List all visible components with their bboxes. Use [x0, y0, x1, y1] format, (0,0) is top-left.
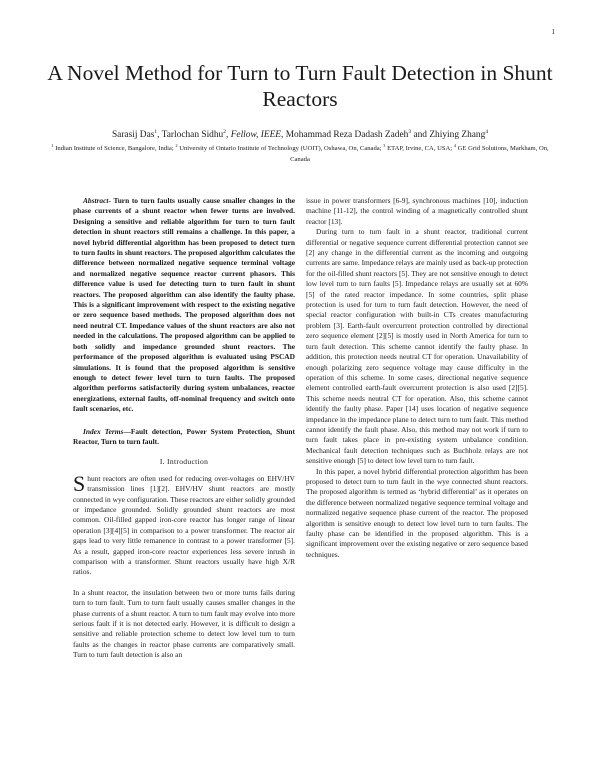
index-terms-label: Index Terms: [83, 426, 124, 436]
author-superscript: 4: [485, 129, 489, 135]
author-fellowship: Fellow, IEEE: [230, 130, 282, 141]
index-terms: [73, 427, 295, 448]
abstract-text: Turn to turn faults usually cause smaller changes in the phase currents of a shunt reactor when fewer turns are involved. Designing a sensitive and reliable algorithm for turn to turn fault detection in shunt reactors still remains a challenge. In this paper, a novel hybrid differential algorithm has been proposed to detect turn to turn faults in shunt reactors. The proposed algorithm calculates the difference between normalized negative sequence terminal voltage and normalized negative sequence reactor current phasors. This difference value is used for detecting turn to turn fault in shunt reactors. The proposed algorithm can also identify the faulty phase. This is a significant improvement with respect to the existing negative or zero sequence based methods. The proposed algorithm does not need neutral CT. Impedance values of the shunt reactors are also not needed in the calculations. The proposed algorithm can be applied to both solidly and impedance grounded shunt reactors. The performance of the proposed algorithm is evaluated using PSCAD simulations. It is found that the proposed algorithm is sensitive enough to detect fewer level turn to turn faults. The proposed algorithm performs satisfactorily during system unbalances, reactor energizations, external faults, off-nominal frequency and switch onto fault scenarios, etc.: [73, 196, 295, 414]
separator: ,: [226, 130, 231, 141]
author-superscript: 3: [408, 129, 412, 135]
index-terms-text: —Fault detection, Power System Protection, Shunt Reactor, Turn to turn fault.: [73, 426, 296, 446]
affiliation-text: Indian Institute of Science, Bangalore, India;: [53, 145, 176, 153]
separator: and: [411, 130, 430, 141]
left-column: [73, 196, 295, 661]
affiliation-text: University of Ontario Institute of Technology (UOIT), Oshawa, On, Canada;: [177, 145, 384, 153]
affiliation-superscript: 2: [175, 143, 178, 148]
affiliation-superscript: 3: [383, 143, 386, 148]
author-name: Sarasij Das: [111, 130, 155, 141]
intro-paragraph-1: [73, 470, 295, 578]
intro-paragraph-2: In a shunt reactor, the insulation between two or more turns fails during turn to turn fault. Turn to turn fault usually causes smaller changes in the phase currents of a shunt reactor. A turn to turn fault may evolve into more serious fault if it is not detected early. However, it is difficult to design a sensitive and reliable protection scheme to detect low level turn to turn faults as the changes in reactor phase currents are comparatively small. Turn to turn fault detection is also an: [73, 587, 295, 660]
body-paragraph-2: During turn to turn fault in a shunt reactor, traditional current differential or negative sequence current differential protection cannot see [2] any change in the differential current as the incoming and outgoing currents are same. Impedance relays are mainly used as back-up protection for the oil-filled shunt reactors [5]. They are not sensitive enough to detect low level turn to turn faults [5]. Impedance relays are usually set at 60% [5] of the rated reactor impedance. In some countries, split phase protection is used for turn to turn fault detection. However, the need of special reactor configuration with built-in CTs creates manufacturing problem [3]. Earth-fault overcurrent protection controlled by directional zero sequence element [2][5] is mostly used in North America for turn to turn fault detection. This scheme cannot identify the faulty phase. In addition, this protection needs neutral CT for operation. Unavailability of enough polarizing zero sequence voltage may cause difficulty in the operation of this scheme. In some cases, directional negative sequence element controlled earth-fault overcurrent protection is also used [2][5]. This scheme needs neutral CT for operation. Also, this scheme cannot identify the faulty phase. Paper [14] uses location of negative sequence impedance in the impedance plane to detect turn to turn fault. This method cannot identify the fault phase. Also, this method may not work if turn to turn fault takes place in pre-existing system unbalance condition. Mechanical fault detection techniques such as Buchholz relays are not sensitive enough [5] to detect low level turn to turn fault.: [306, 227, 528, 466]
author-superscript: 2: [223, 129, 226, 135]
separator: ,: [157, 130, 162, 141]
author-superscript: 1: [154, 129, 158, 135]
affiliation-superscript: 4: [453, 143, 457, 148]
affiliation-text: ETAP, Irvine, CA, USA;: [385, 145, 454, 153]
separator: ,: [281, 130, 286, 141]
section-heading-introduction: I. Introduction: [159, 457, 209, 467]
page-number: 1: [551, 28, 555, 36]
body-paragraph-1: issue in power transformers [6-9], synchronous machines [10], induction machine [11-12], the control winding of a magnetically controlled shunt reactor [13].: [306, 196, 528, 226]
intro-paragraph-1-text: hunt reactors are often used for reducing over-voltages on EHV/HV transmission lines [1][2]. EHV/HV shunt reactors are mostly connected in wye configuration. These reactors are either solidly grounded or impedance grounded. Solidly grounded shunt reactors are most common. Oil-filled gapped iron-core reactor has longer range of linear operation [3][4][5] in comparison to a power transformer. The reactor air gaps lead to very little remanence in contrast to a power transformer [5]. As a result, gapped iron-core reactor experiences less severe inrush in comparison with a transformer. Shunt reactors usually have high X/R ratios.: [73, 473, 295, 577]
body-paragraph-3: In this paper, a novel hybrid differential protection algorithm has been proposed to detect turn to turn fault in the wye connected shunt reactors. The proposed algorithm is termed as ‘hybrid differential’ as it operates on the difference between normalized negative sequence terminal voltage and normalized negative sequence phase current of the reactor. The proposed algorithm is sensitive enough to detect low level turn to turn faults. The faulty phase can be identified in the proposed algorithm. This is a significant improvement over the existing negative or zero sequence based techniques.: [306, 466, 528, 559]
author-name: Tarlochan Sidhu: [161, 130, 224, 141]
paper-title: A Novel Method for Turn to Turn Fault Detection in Shunt Reactors: [47, 61, 553, 111]
author-list: [40, 126, 560, 141]
drop-cap: S: [73, 470, 86, 496]
author-name: Mohammad Reza Dadash Zadeh: [285, 130, 409, 141]
affiliation-text: GE Grid Solutions, Markham, On, Canada: [290, 145, 549, 163]
abstract-label: Abstract-: [83, 196, 111, 205]
author-name: Zhiying Zhang: [429, 130, 486, 141]
affiliations: [50, 141, 550, 165]
abstract: [73, 196, 295, 415]
right-column: [306, 196, 528, 560]
affiliation-superscript: 1: [51, 143, 54, 148]
